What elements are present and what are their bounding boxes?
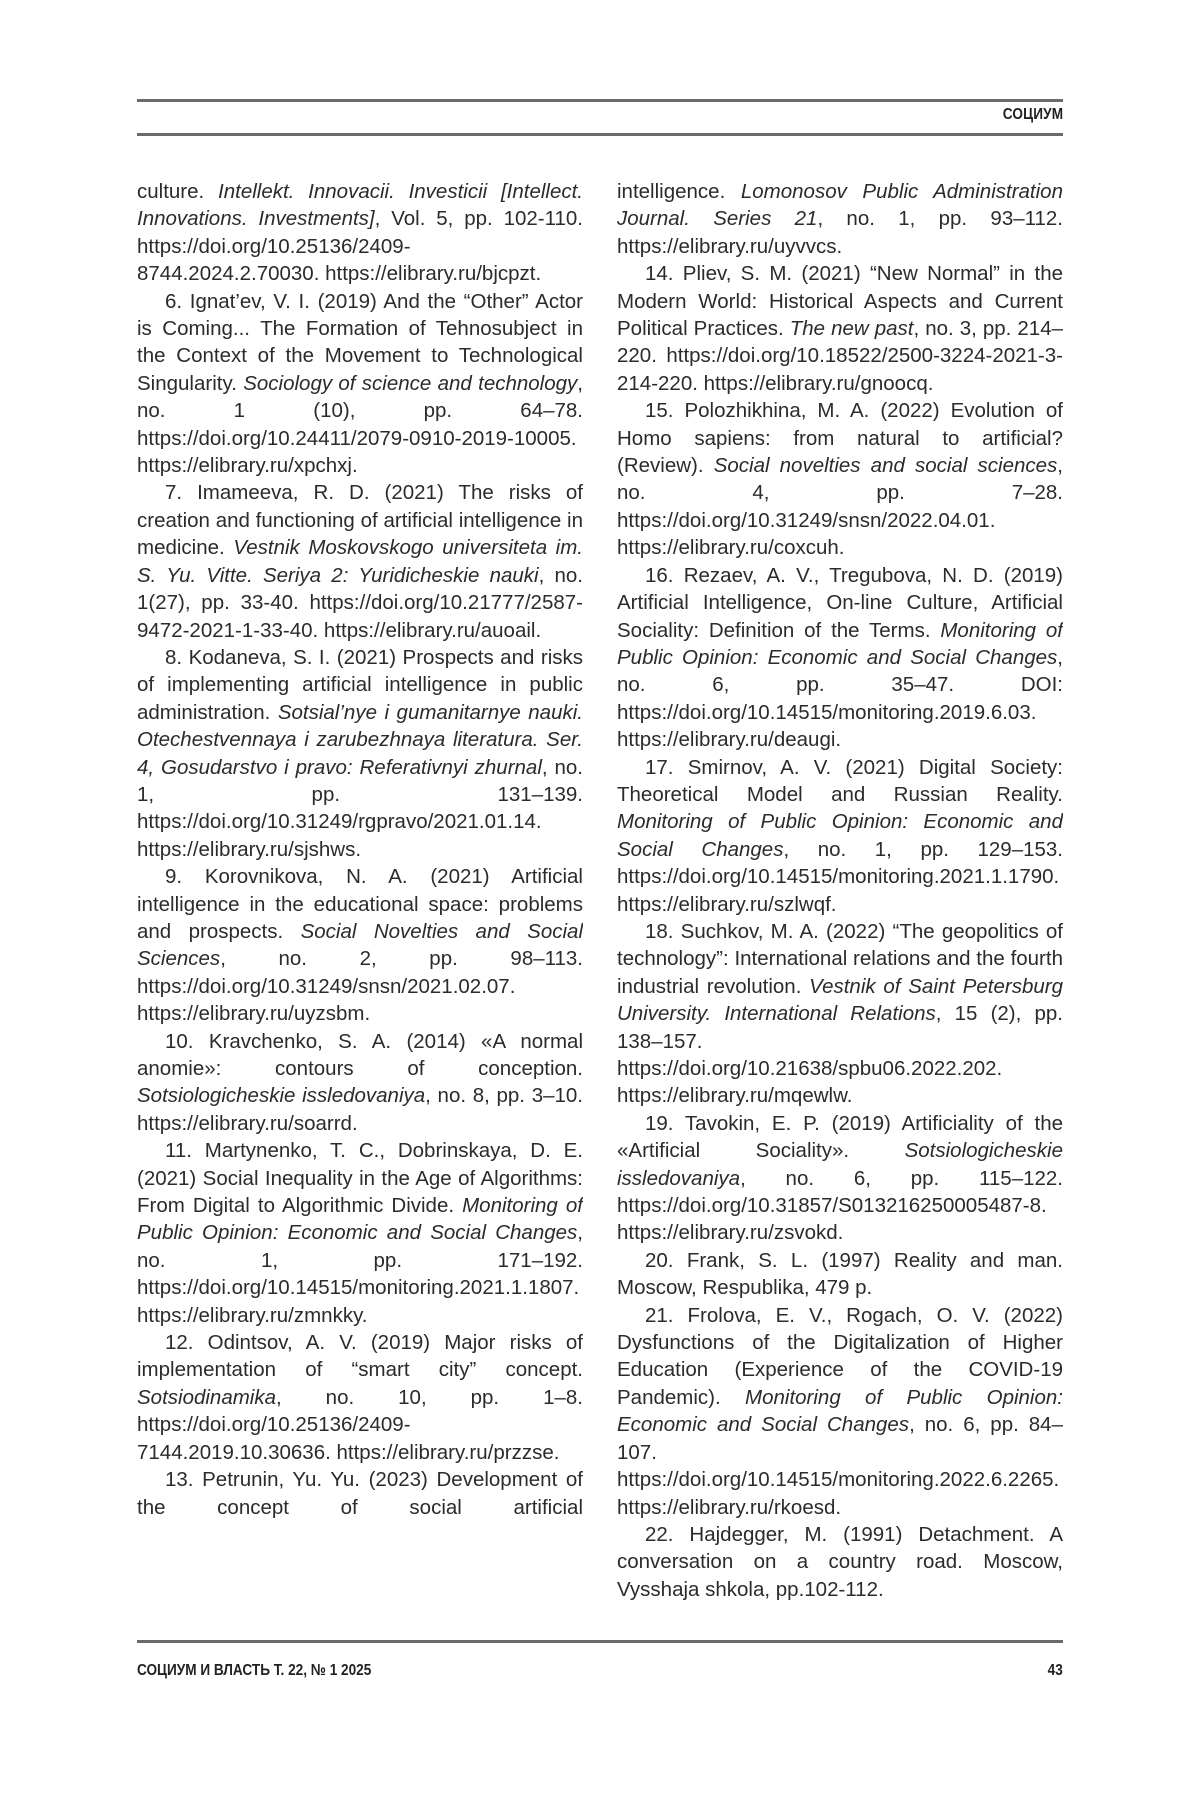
reference-entry — [137, 1028, 583, 1138]
reference-text: , no. 6, pp. 35–47. DOI: https://doi.org/10.14515/monitoring.2019.6.03. https://elibrary.ru/deaugi. — [617, 645, 1063, 752]
header-top-rule — [137, 99, 1063, 102]
reference-text: , no. 10, pp. 1–8. https://doi.org/10.25136/2409-7144.2019.10.30636. https://elibrary.ru/przzse. — [137, 1385, 583, 1464]
page-number: 43 — [1047, 1662, 1063, 1679]
reference-source-title: Monitoring of Public Opinion: Economic and Social Changes — [617, 1385, 1063, 1437]
reference-text: 16. Rezaev, A. V., Tregubova, N. D. (2019) Artificial Intelligence, On-line Culture, Artificial Sociality: Definition of the Terms. — [617, 563, 1063, 642]
reference-source-title: Sotsial’nye i gumanitarnye nauki. Otechestvennaya i zarubezhnaya literatura. Ser. 4, Gosudarstvo i pravo: Referativnyi zhurnal — [137, 700, 583, 779]
reference-text: 20. Frank, S. L. (1997) Reality and man. Moscow, Respublika, 479 p. — [617, 1248, 1063, 1300]
reference-source-title: Lomonosov Public Administration Journal. Series 21 — [617, 180, 1063, 231]
reference-entry — [617, 1110, 1063, 1247]
reference-text: 14. Pliev, S. M. (2021) “New Normal” in the Modern World: Historical Aspects and Current Political Practices. — [617, 262, 1063, 341]
reference-entry — [617, 1521, 1063, 1603]
reference-source-title: Monitoring of Public Opinion: Economic and Social Changes — [617, 810, 1063, 861]
reference-source-title: The new past — [789, 317, 914, 341]
reference-entry — [617, 562, 1063, 754]
reference-entry — [617, 260, 1063, 397]
footer-journal-title: СОЦИУМ И ВЛАСТЬ Т. 22, № 1 2025 — [137, 1662, 372, 1679]
reference-text: 6. Ignat’ev, V. I. (2019) And the “Other” Actor is Coming... The Formation of Tehnosubject in the Context of the Movement to Technological Singularity. — [137, 289, 583, 395]
reference-entry — [617, 918, 1063, 1110]
reference-text: , no. 2, pp. 98–113. https://doi.org/10.31249/snsn/2021.02.07. https://elibrary.ru/uyzsbm. — [137, 947, 583, 1026]
reference-text: , no. 6, pp. 115–122. https://doi.org/10.31857/S013216250005487-8. https://elibrary.ru/zsvokd. — [617, 1166, 1063, 1245]
reference-text: 18. Suchkov, M. A. (2022) “The geopolitics of technology”: International relations and the fourth industrial revolution. — [617, 919, 1063, 998]
reference-text: , 15 (2), pp. 138–157. https://doi.org/10.21638/spbu06.2022.202. https://elibrary.ru/mqewlw. — [617, 1002, 1063, 1108]
reference-source-title: Intellekt. Innovacii. Investicii [Intellect. Innovations. Investments] — [137, 180, 583, 231]
reference-text: 9. Korovnikova, N. A. (2021) Artificial intelligence in the educational space: problems and prospects. — [137, 865, 583, 943]
reference-entry — [617, 397, 1063, 561]
reference-text: 15. Polozhikhina, M. A. (2022) Evolution of Homo sapiens: from natural to artificial? (Review). — [617, 399, 1063, 478]
reference-entry — [137, 1466, 583, 1521]
reference-continuation — [617, 178, 1063, 260]
reference-text: intelligence. — [617, 180, 741, 203]
reference-source-title: Monitoring of Public Opinion: Economic and Social Changes — [617, 618, 1063, 669]
reference-text: , Vol. 5, pp. 102-110. https://doi.org/10.25136/2409-8744.2024.2.70030. https://elibrary.ru/bjcpzt. — [137, 207, 583, 286]
reference-text: 22. Hajdegger, M. (1991) Detachment. A conversation on a country road. Moscow, Vysshaja shkola, pp.102-112. — [617, 1522, 1063, 1601]
reference-entry — [137, 644, 583, 863]
reference-entry — [137, 479, 583, 643]
reference-text: , no. 8, pp. 3–10. https://elibrary.ru/soarrd. — [137, 1084, 583, 1135]
reference-text: 17. Smirnov, A. V. (2021) Digital Society: Theoretical Model and Russian Reality. — [617, 755, 1063, 806]
reference-text: 8. Kodaneva, S. I. (2021) Prospects and risks of implementing artificial intelligence in public administration. — [137, 645, 583, 724]
reference-text: , no. 1(27), pp. 33-40. https://doi.org/10.21777/2587-9472-2021-1-33-40. https://elibrary.ru/auoail. — [137, 563, 583, 642]
references-column-right — [617, 178, 1063, 1628]
reference-text: , no. 1 (10), pp. 64–78. https://doi.org/10.24411/2079-0910-2019-10005. https://elibrary.ru/xpchxj. — [137, 371, 583, 478]
footer-rule — [137, 1640, 1063, 1643]
reference-text: , no. 4, pp. 7–28. https://doi.org/10.31249/snsn/2022.04.01. https://elibrary.ru/coxcuh. — [617, 454, 1063, 560]
reference-source-title: Vestnik of Saint Petersburg University. International Relations — [617, 974, 1063, 1026]
reference-source-title: Sotsiologicheskie issledovaniya — [617, 1139, 1063, 1190]
reference-text: 10. Kravchenko, S. A. (2014) «A normal anomie»: contours of conception. — [137, 1029, 583, 1080]
reference-source-title: Sotsiologicheskie issledovaniya — [137, 1084, 426, 1108]
reference-text: , no. 1, pp. 129–153. https://doi.org/10.14515/monitoring.2021.1.1790. https://elibrary.ru/szlwqf. — [617, 837, 1063, 916]
reference-text: , no. 3, pp. 214–220. https://doi.org/10.18522/2500-3224-2021-3-214-220. https://elibrary.ru/gnoocq. — [617, 317, 1063, 395]
reference-text: 7. Imameeva, R. D. (2021) The risks of creation and functioning of artificial intelligence in medicine. — [137, 481, 583, 560]
reference-source-title: Vestnik Moskovskogo universiteta im. S. Yu. Vitte. Seriya 2: Yuridicheskie nauki — [137, 536, 583, 587]
reference-text: , no. 6, pp. 84–107. https://doi.org/10.14515/monitoring.2022.6.2265. https://elibrary.ru/rkoesd. — [617, 1413, 1063, 1519]
reference-text: , no. 1, pp. 93–112. https://elibrary.ru/uyvvcs. — [617, 207, 1063, 258]
reference-text: 13. Petrunin, Yu. Yu. (2023) Development of the concept of social artificial — [137, 1468, 583, 1519]
reference-entry — [617, 1247, 1063, 1302]
reference-entry — [617, 1302, 1063, 1521]
reference-entry — [617, 754, 1063, 918]
reference-entry — [137, 1137, 583, 1329]
reference-text: 19. Tavokin, E. P. (2019) Artificiality of the «Artificial Sociality». — [617, 1111, 1063, 1163]
reference-text: 11. Martynenko, T. C., Dobrinskaya, D. E. (2021) Social Inequality in the Age of Algorithms: From Digital to Algorithmic Divide. — [137, 1139, 583, 1218]
reference-source-title: Monitoring of Public Opinion: Economic and Social Changes — [137, 1194, 583, 1245]
references-column-left — [137, 178, 583, 1628]
reference-continuation — [137, 178, 583, 288]
reference-text: , no. 1, pp. 131–139. https://doi.org/10.31249/rgpravo/2021.01.14. https://elibrary.ru/sjshws. — [137, 755, 583, 861]
header-bottom-rule — [137, 133, 1063, 136]
reference-source-title: Sotsiodinamika — [137, 1385, 277, 1409]
reference-entry — [137, 288, 583, 480]
reference-entry — [137, 863, 583, 1027]
reference-text: 12. Odintsov, A. V. (2019) Major risks of implementation of “smart city” concept. — [137, 1331, 583, 1382]
reference-source-title: Sociology of science and technology — [243, 371, 578, 395]
reference-text: culture. — [137, 180, 219, 203]
reference-text: , no. 1, pp. 171–192. https://doi.org/10.14515/monitoring.2021.1.1807. https://elibrary.ru/zmnkky. — [137, 1221, 583, 1327]
reference-entry — [137, 1329, 583, 1466]
reference-text: 21. Frolova, E. V., Rogach, O. V. (2022) Dysfunctions of the Digitalization of Higher Education (Experience of the COVID-19 Pandemic). — [617, 1303, 1063, 1409]
reference-source-title: Social Novelties and Social Sciences — [137, 919, 583, 971]
reference-source-title: Social novelties and social sciences — [713, 454, 1058, 478]
running-title: СОЦИУМ — [1002, 106, 1063, 123]
